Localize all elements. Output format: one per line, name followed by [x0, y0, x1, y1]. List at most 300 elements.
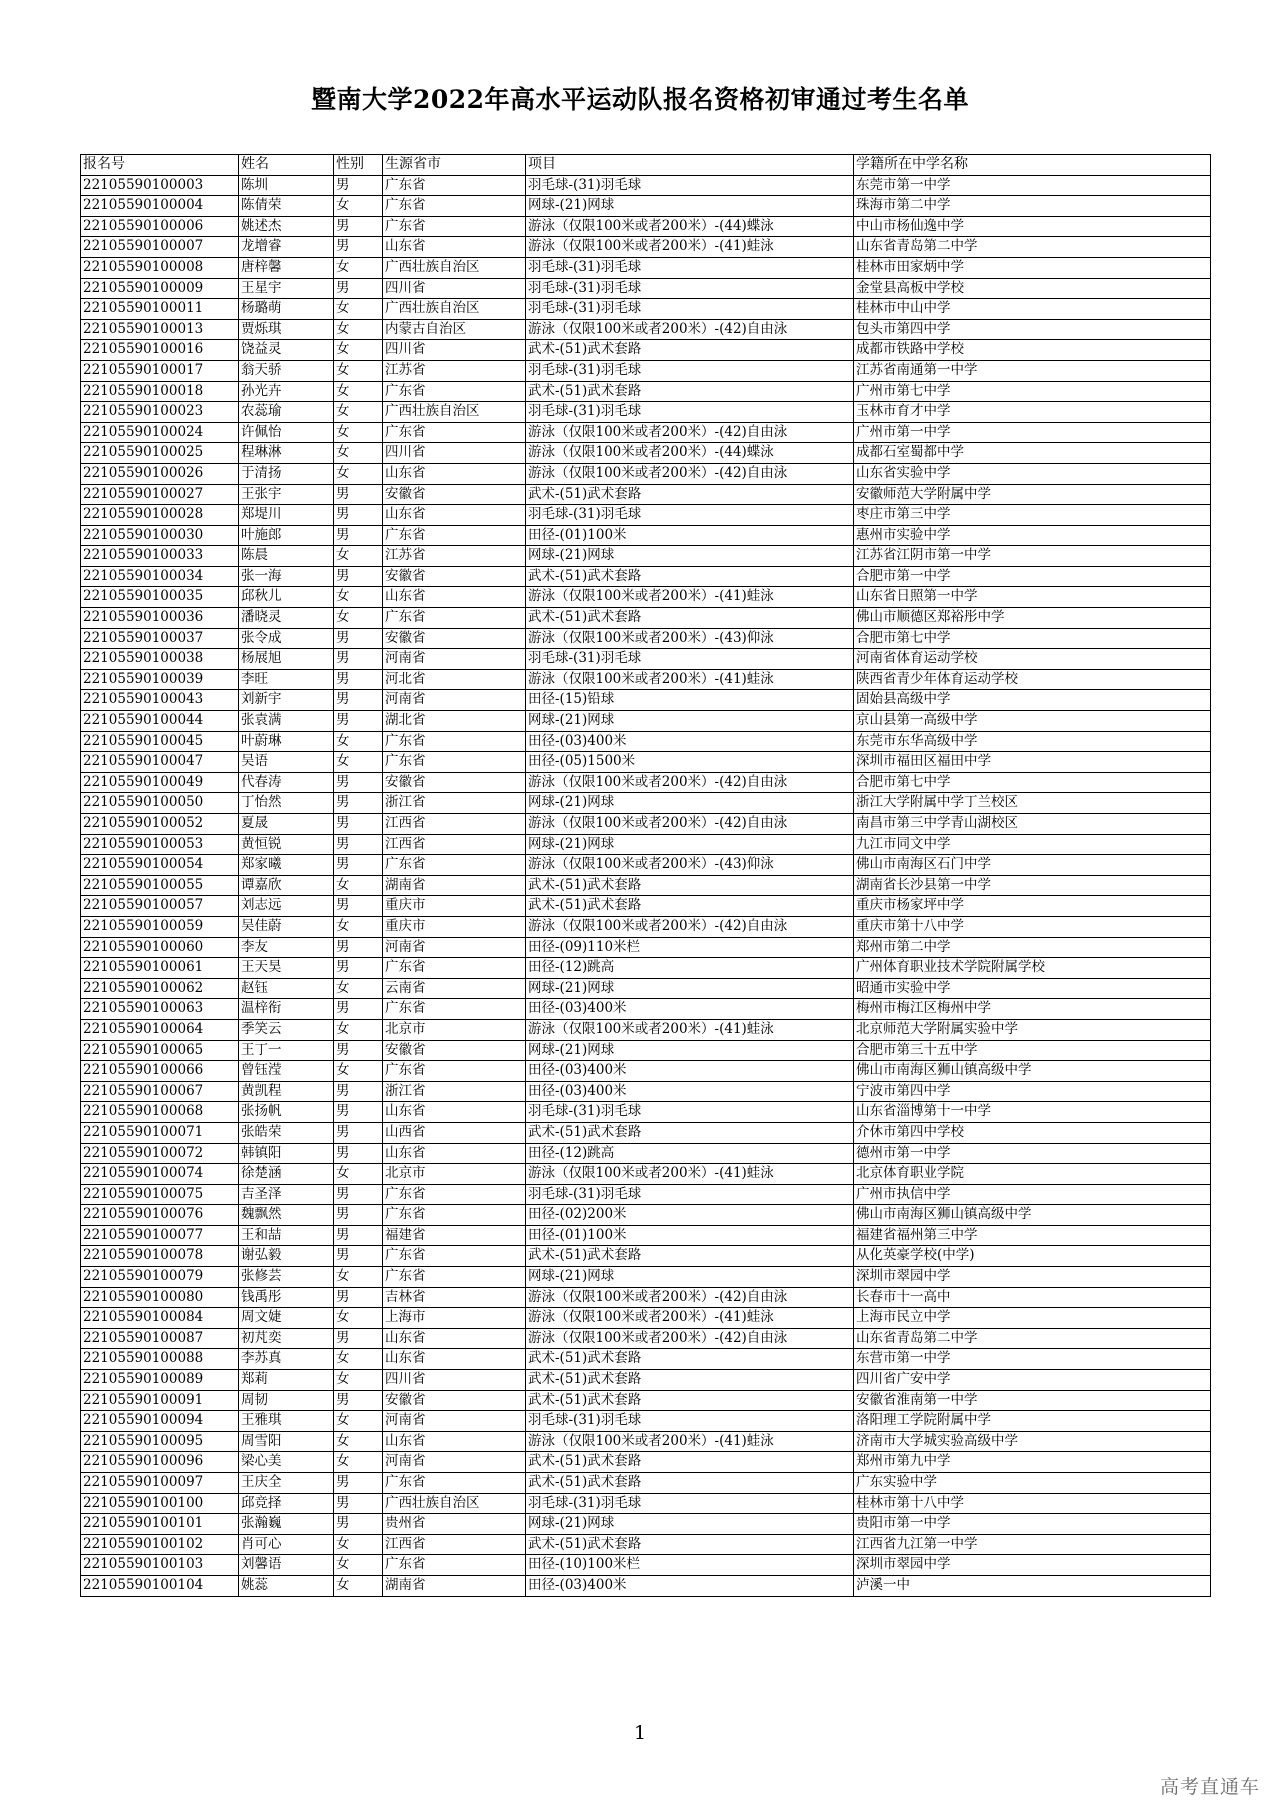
cell-school: 深圳市翠园中学: [854, 1267, 1211, 1288]
table-row: [81, 731, 1211, 752]
cell-gender: 男: [334, 237, 383, 258]
cell-school: 湖南省长沙县第一中学: [854, 875, 1211, 896]
table-row: [81, 1287, 1211, 1308]
cell-name: 潘晓灵: [239, 608, 334, 629]
cell-project: 田径-(02)200米: [526, 1205, 854, 1226]
cell-province: 河南省: [383, 1411, 526, 1432]
cell-school: 从化英豪学校(中学): [854, 1246, 1211, 1267]
cell-id: 22105590100084: [81, 1308, 239, 1329]
cell-project: 羽毛球-(31)羽毛球: [526, 257, 854, 278]
cell-gender: 男: [334, 1287, 383, 1308]
cell-school: 合肥市第七中学: [854, 628, 1211, 649]
table-row: [81, 360, 1211, 381]
table-row: [81, 978, 1211, 999]
cell-school: 合肥市第一中学: [854, 566, 1211, 587]
cell-province: 江苏省: [383, 360, 526, 381]
cell-gender: 男: [334, 1390, 383, 1411]
cell-school: 郑州市第九中学: [854, 1452, 1211, 1473]
cell-province: 河北省: [383, 669, 526, 690]
cell-province: 安徽省: [383, 566, 526, 587]
table-row: [81, 299, 1211, 320]
page-number: 1: [633, 1722, 647, 1744]
cell-province: 山西省: [383, 1122, 526, 1143]
table-row: [81, 814, 1211, 835]
cell-gender: 男: [334, 1246, 383, 1267]
table-row: [81, 1514, 1211, 1535]
cell-project: 田径-(03)400米: [526, 999, 854, 1020]
table-row: [81, 834, 1211, 855]
cell-gender: 男: [334, 1143, 383, 1164]
page-title: 暨南大学2022年高水平运动队报名资格初审通过考生名单: [310, 85, 970, 114]
cell-id: 22105590100097: [81, 1473, 239, 1494]
cell-province: 北京市: [383, 1019, 526, 1040]
cell-project: 游泳（仅限100米或者200米）-(42)自由泳: [526, 772, 854, 793]
cell-school: 北京师范大学附属实验中学: [854, 1019, 1211, 1040]
table-row: [81, 1061, 1211, 1082]
table-row: [81, 1390, 1211, 1411]
cell-school: 安徽省淮南第一中学: [854, 1390, 1211, 1411]
cell-school: 浙江大学附属中学丁兰校区: [854, 793, 1211, 814]
cell-gender: 男: [334, 566, 383, 587]
cell-name: 张瀚巍: [239, 1514, 334, 1535]
cell-name: 初芃奕: [239, 1328, 334, 1349]
cell-id: 22105590100049: [81, 772, 239, 793]
cell-id: 22105590100034: [81, 566, 239, 587]
cell-name: 刘新宇: [239, 690, 334, 711]
cell-gender: 男: [334, 1122, 383, 1143]
cell-gender: 男: [334, 1040, 383, 1061]
cell-id: 22105590100047: [81, 752, 239, 773]
cell-gender: 男: [334, 834, 383, 855]
header-cell-gender: 性别: [334, 155, 383, 176]
cell-school: 江苏省江阴市第一中学: [854, 546, 1211, 567]
cell-name: 杨璐萌: [239, 299, 334, 320]
cell-gender: 女: [334, 381, 383, 402]
cell-province: 江西省: [383, 1534, 526, 1555]
cell-name: 张一海: [239, 566, 334, 587]
cell-school: 佛山市顺德区郑裕彤中学: [854, 608, 1211, 629]
cell-school: 玉林市育才中学: [854, 402, 1211, 423]
cell-project: 游泳（仅限100米或者200米）-(42)自由泳: [526, 319, 854, 340]
cell-gender: 女: [334, 1061, 383, 1082]
cell-project: 田径-(03)400米: [526, 731, 854, 752]
cell-province: 四川省: [383, 278, 526, 299]
cell-school: 福建省福州第三中学: [854, 1225, 1211, 1246]
cell-name: 吉圣泽: [239, 1184, 334, 1205]
table-row: [81, 340, 1211, 361]
cell-project: 田径-(12)跳高: [526, 958, 854, 979]
cell-gender: 女: [334, 546, 383, 567]
cell-name: 黄凯程: [239, 1081, 334, 1102]
table-row: [81, 1575, 1211, 1596]
cell-id: 22105590100094: [81, 1411, 239, 1432]
cell-name: 许佩怡: [239, 422, 334, 443]
table-row: [81, 1349, 1211, 1370]
cell-gender: 男: [334, 772, 383, 793]
cell-province: 广东省: [383, 752, 526, 773]
cell-name: 叶施郎: [239, 525, 334, 546]
table-row: [81, 1473, 1211, 1494]
cell-gender: 男: [334, 175, 383, 196]
cell-project: 游泳（仅限100米或者200米）-(42)自由泳: [526, 916, 854, 937]
table-row: [81, 402, 1211, 423]
cell-name: 郑堤川: [239, 505, 334, 526]
cell-project: 田径-(05)1500米: [526, 752, 854, 773]
cell-project: 武术-(51)武术套路: [526, 608, 854, 629]
cell-school: 九江市同文中学: [854, 834, 1211, 855]
cell-project: 网球-(21)网球: [526, 1040, 854, 1061]
cell-school: 洛阳理工学院附属中学: [854, 1411, 1211, 1432]
cell-project: 武术-(51)武术套路: [526, 1349, 854, 1370]
cell-school: 佛山市南海区石门中学: [854, 855, 1211, 876]
cell-province: 山东省: [383, 1328, 526, 1349]
cell-gender: 女: [334, 1267, 383, 1288]
table-row: [81, 175, 1211, 196]
cell-id: 22105590100096: [81, 1452, 239, 1473]
cell-gender: 女: [334, 463, 383, 484]
cell-name: 孙光卉: [239, 381, 334, 402]
cell-gender: 男: [334, 484, 383, 505]
cell-project: 游泳（仅限100米或者200米）-(41)蛙泳: [526, 237, 854, 258]
cell-gender: 女: [334, 875, 383, 896]
cell-name: 姚述杰: [239, 216, 334, 237]
cell-school: 京山县第一高级中学: [854, 711, 1211, 732]
cell-id: 22105590100007: [81, 237, 239, 258]
cell-project: 羽毛球-(31)羽毛球: [526, 175, 854, 196]
cell-id: 22105590100072: [81, 1143, 239, 1164]
table-body: [81, 155, 1211, 1597]
cell-province: 山东省: [383, 237, 526, 258]
cell-school: 济南市大学城实验高级中学: [854, 1431, 1211, 1452]
cell-project: 游泳（仅限100米或者200米）-(42)自由泳: [526, 463, 854, 484]
cell-gender: 女: [334, 587, 383, 608]
cell-gender: 男: [334, 669, 383, 690]
table-row: [81, 196, 1211, 217]
cell-school: 介休市第四中学校: [854, 1122, 1211, 1143]
cell-name: 陈倩荣: [239, 196, 334, 217]
cell-id: 22105590100027: [81, 484, 239, 505]
cell-project: 游泳（仅限100米或者200米）-(43)仰泳: [526, 628, 854, 649]
table-row: [81, 237, 1211, 258]
cell-gender: 男: [334, 896, 383, 917]
cell-school: 山东省青岛第二中学: [854, 1328, 1211, 1349]
cell-project: 羽毛球-(31)羽毛球: [526, 360, 854, 381]
cell-project: 田径-(15)铅球: [526, 690, 854, 711]
cell-id: 22105590100013: [81, 319, 239, 340]
cell-project: 羽毛球-(31)羽毛球: [526, 299, 854, 320]
cell-project: 田径-(03)400米: [526, 1081, 854, 1102]
cell-name: 李旺: [239, 669, 334, 690]
table-row: [81, 587, 1211, 608]
cell-school: 东营市第一中学: [854, 1349, 1211, 1370]
cell-id: 22105590100074: [81, 1164, 239, 1185]
cell-school: 重庆市第十八中学: [854, 916, 1211, 937]
cell-id: 22105590100091: [81, 1390, 239, 1411]
cell-school: 枣庄市第三中学: [854, 505, 1211, 526]
cell-gender: 男: [334, 216, 383, 237]
table-row: [81, 566, 1211, 587]
cell-id: 22105590100102: [81, 1534, 239, 1555]
cell-province: 广东省: [383, 216, 526, 237]
cell-name: 李苏真: [239, 1349, 334, 1370]
cell-id: 22105590100008: [81, 257, 239, 278]
cell-gender: 女: [334, 360, 383, 381]
cell-id: 22105590100050: [81, 793, 239, 814]
cell-gender: 男: [334, 814, 383, 835]
table-row: [81, 649, 1211, 670]
cell-name: 李友: [239, 937, 334, 958]
cell-gender: 女: [334, 752, 383, 773]
cell-id: 22105590100103: [81, 1555, 239, 1576]
table-row: [81, 1164, 1211, 1185]
cell-province: 湖北省: [383, 711, 526, 732]
cell-school: 山东省实验中学: [854, 463, 1211, 484]
cell-project: 游泳（仅限100米或者200米）-(42)自由泳: [526, 422, 854, 443]
cell-id: 22105590100037: [81, 628, 239, 649]
cell-id: 22105590100043: [81, 690, 239, 711]
cell-gender: 男: [334, 1205, 383, 1226]
cell-province: 广西壮族自治区: [383, 299, 526, 320]
cell-school: 四川省广安中学: [854, 1370, 1211, 1391]
cell-province: 山东省: [383, 1431, 526, 1452]
cell-province: 安徽省: [383, 484, 526, 505]
cell-name: 刘馨语: [239, 1555, 334, 1576]
cell-name: 杨展旭: [239, 649, 334, 670]
table-row: [81, 1122, 1211, 1143]
cell-name: 唐梓馨: [239, 257, 334, 278]
table-row: [81, 1184, 1211, 1205]
cell-gender: 女: [334, 1534, 383, 1555]
cell-school: 合肥市第三十五中学: [854, 1040, 1211, 1061]
cell-project: 羽毛球-(31)羽毛球: [526, 1102, 854, 1123]
cell-school: 广州市执信中学: [854, 1184, 1211, 1205]
cell-gender: 女: [334, 1431, 383, 1452]
table-row: [81, 855, 1211, 876]
table-row: [81, 381, 1211, 402]
cell-name: 谭嘉欣: [239, 875, 334, 896]
table-row: [81, 257, 1211, 278]
cell-school: 桂林市田家炳中学: [854, 257, 1211, 278]
cell-name: 王丁一: [239, 1040, 334, 1061]
table-row: [81, 690, 1211, 711]
cell-project: 网球-(21)网球: [526, 1514, 854, 1535]
table-row: [81, 422, 1211, 443]
cell-name: 周韧: [239, 1390, 334, 1411]
cell-province: 安徽省: [383, 628, 526, 649]
cell-school: 珠海市第二中学: [854, 196, 1211, 217]
cell-id: 22105590100035: [81, 587, 239, 608]
cell-name: 农蕊瑜: [239, 402, 334, 423]
cell-school: 深圳市翠园中学: [854, 1555, 1211, 1576]
cell-school: 惠州市实验中学: [854, 525, 1211, 546]
cell-id: 22105590100063: [81, 999, 239, 1020]
cell-name: 王天昊: [239, 958, 334, 979]
cell-name: 饶益灵: [239, 340, 334, 361]
cell-name: 郑莉: [239, 1370, 334, 1391]
cell-project: 游泳（仅限100米或者200米）-(41)蛙泳: [526, 1308, 854, 1329]
cell-school: 贵阳市第一中学: [854, 1514, 1211, 1535]
cell-id: 22105590100018: [81, 381, 239, 402]
cell-province: 广东省: [383, 608, 526, 629]
cell-province: 上海市: [383, 1308, 526, 1329]
cell-id: 22105590100089: [81, 1370, 239, 1391]
cell-name: 陈晨: [239, 546, 334, 567]
cell-gender: 男: [334, 1473, 383, 1494]
table-row: [81, 1205, 1211, 1226]
table-row: [81, 216, 1211, 237]
cell-school: 宁波市第四中学: [854, 1081, 1211, 1102]
cell-province: 北京市: [383, 1164, 526, 1185]
cell-school: 桂林市中山中学: [854, 299, 1211, 320]
cell-gender: 男: [334, 278, 383, 299]
cell-gender: 男: [334, 711, 383, 732]
cell-gender: 女: [334, 1019, 383, 1040]
cell-school: 南昌市第三中学青山湖校区: [854, 814, 1211, 835]
cell-name: 张修芸: [239, 1267, 334, 1288]
cell-school: 山东省青岛第二中学: [854, 237, 1211, 258]
cell-name: 于清扬: [239, 463, 334, 484]
header-cell-name: 姓名: [239, 155, 334, 176]
cell-school: 东莞市第一中学: [854, 175, 1211, 196]
cell-school: 东莞市东华高级中学: [854, 731, 1211, 752]
table-row: [81, 1143, 1211, 1164]
table-row: [81, 711, 1211, 732]
cell-gender: 女: [334, 443, 383, 464]
cell-province: 广东省: [383, 731, 526, 752]
cell-school: 郑州市第二中学: [854, 937, 1211, 958]
cell-project: 武术-(51)武术套路: [526, 896, 854, 917]
cell-project: 游泳（仅限100米或者200米）-(41)蛙泳: [526, 1019, 854, 1040]
cell-id: 22105590100003: [81, 175, 239, 196]
cell-province: 江西省: [383, 834, 526, 855]
cell-school: 金堂县高板中学校: [854, 278, 1211, 299]
cell-province: 河南省: [383, 649, 526, 670]
cell-province: 四川省: [383, 443, 526, 464]
table-row: [81, 937, 1211, 958]
cell-project: 网球-(21)网球: [526, 978, 854, 999]
cell-id: 22105590100011: [81, 299, 239, 320]
cell-gender: 女: [334, 608, 383, 629]
cell-id: 22105590100067: [81, 1081, 239, 1102]
cell-gender: 女: [334, 196, 383, 217]
cell-project: 游泳（仅限100米或者200米）-(41)蛙泳: [526, 669, 854, 690]
cell-school: 上海市民立中学: [854, 1308, 1211, 1329]
cell-province: 山东省: [383, 1349, 526, 1370]
cell-gender: 女: [334, 916, 383, 937]
cell-project: 田径-(10)100米栏: [526, 1555, 854, 1576]
cell-name: 梁心美: [239, 1452, 334, 1473]
cell-gender: 男: [334, 1225, 383, 1246]
cell-gender: 男: [334, 525, 383, 546]
cell-school: 佛山市南海区狮山镇高级中学: [854, 1061, 1211, 1082]
cell-name: 张令成: [239, 628, 334, 649]
cell-name: 赵钰: [239, 978, 334, 999]
cell-project: 游泳（仅限100米或者200米）-(41)蛙泳: [526, 1164, 854, 1185]
cell-province: 湖南省: [383, 875, 526, 896]
cell-province: 广西壮族自治区: [383, 402, 526, 423]
cell-school: 泸溪一中: [854, 1575, 1211, 1596]
cell-id: 22105590100039: [81, 669, 239, 690]
cell-gender: 女: [334, 1349, 383, 1370]
cell-name: 谢弘毅: [239, 1246, 334, 1267]
cell-id: 22105590100023: [81, 402, 239, 423]
cell-school: 陕西省青少年体育运动学校: [854, 669, 1211, 690]
cell-project: 武术-(51)武术套路: [526, 875, 854, 896]
cell-province: 广东省: [383, 525, 526, 546]
cell-project: 羽毛球-(31)羽毛球: [526, 1184, 854, 1205]
cell-id: 22105590100053: [81, 834, 239, 855]
cell-id: 22105590100064: [81, 1019, 239, 1040]
cell-province: 安徽省: [383, 1040, 526, 1061]
cell-project: 武术-(51)武术套路: [526, 1390, 854, 1411]
cell-name: 程琳淋: [239, 443, 334, 464]
cell-project: 游泳（仅限100米或者200米）-(41)蛙泳: [526, 587, 854, 608]
table-row: [81, 752, 1211, 773]
cell-project: 田径-(09)110米栏: [526, 937, 854, 958]
table-row: [81, 1452, 1211, 1473]
cell-project: 游泳（仅限100米或者200米）-(44)蝶泳: [526, 443, 854, 464]
cell-project: 武术-(51)武术套路: [526, 1122, 854, 1143]
cell-project: 羽毛球-(31)羽毛球: [526, 1411, 854, 1432]
cell-gender: 女: [334, 1411, 383, 1432]
cell-name: 龙增睿: [239, 237, 334, 258]
cell-province: 浙江省: [383, 793, 526, 814]
cell-name: 张扬帆: [239, 1102, 334, 1123]
cell-name: 王和喆: [239, 1225, 334, 1246]
table-row: [81, 1431, 1211, 1452]
cell-name: 温梓衔: [239, 999, 334, 1020]
cell-gender: 女: [334, 978, 383, 999]
cell-school: 中山市杨仙逸中学: [854, 216, 1211, 237]
cell-gender: 男: [334, 690, 383, 711]
cell-id: 22105590100033: [81, 546, 239, 567]
cell-project: 网球-(21)网球: [526, 834, 854, 855]
cell-gender: 男: [334, 649, 383, 670]
cell-id: 22105590100055: [81, 875, 239, 896]
cell-province: 江西省: [383, 814, 526, 835]
cell-name: 翁天骄: [239, 360, 334, 381]
cell-id: 22105590100028: [81, 505, 239, 526]
cell-gender: 女: [334, 1164, 383, 1185]
cell-id: 22105590100004: [81, 196, 239, 217]
cell-project: 武术-(51)武术套路: [526, 1534, 854, 1555]
cell-gender: 男: [334, 958, 383, 979]
table-row: [81, 319, 1211, 340]
cell-province: 河南省: [383, 690, 526, 711]
cell-province: 吉林省: [383, 1287, 526, 1308]
header-cell-project: 项目: [526, 155, 854, 176]
table-row: [81, 1246, 1211, 1267]
cell-gender: 男: [334, 937, 383, 958]
cell-id: 22105590100080: [81, 1287, 239, 1308]
cell-province: 浙江省: [383, 1081, 526, 1102]
cell-province: 广东省: [383, 1555, 526, 1576]
table-row: [81, 1534, 1211, 1555]
cell-gender: 女: [334, 1370, 383, 1391]
header-cell-province: 生源省市: [383, 155, 526, 176]
cell-province: 湖南省: [383, 1575, 526, 1596]
cell-province: 广东省: [383, 1246, 526, 1267]
cell-name: 代春涛: [239, 772, 334, 793]
table-row: [81, 1370, 1211, 1391]
cell-province: 贵州省: [383, 1514, 526, 1535]
cell-name: 邱竞择: [239, 1493, 334, 1514]
cell-project: 网球-(21)网球: [526, 711, 854, 732]
cell-school: 广东实验中学: [854, 1473, 1211, 1494]
table-row: [81, 1555, 1211, 1576]
cell-id: 22105590100026: [81, 463, 239, 484]
cell-gender: 女: [334, 1308, 383, 1329]
